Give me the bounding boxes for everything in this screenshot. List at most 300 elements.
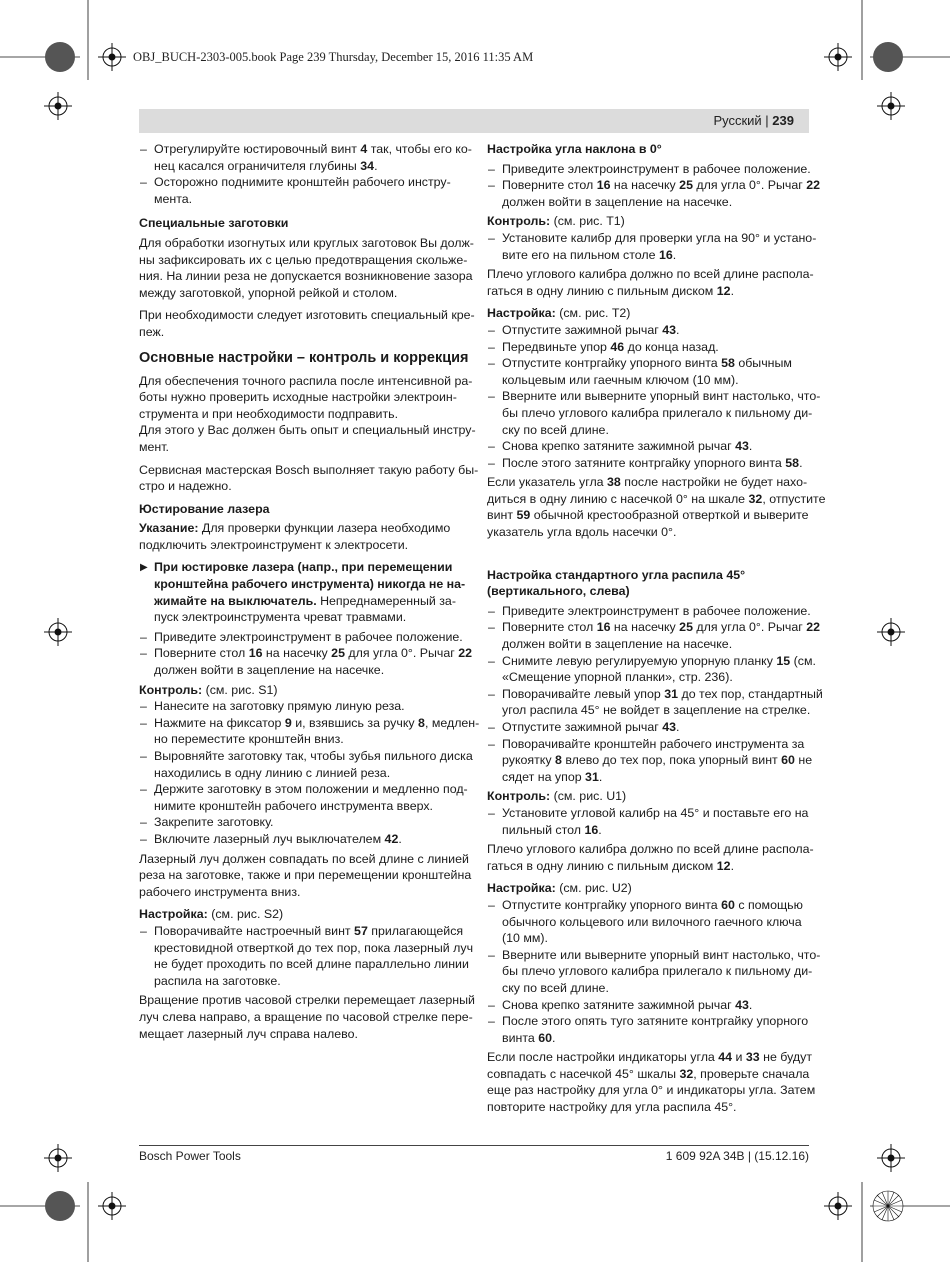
text-line (502, 322, 810, 339)
text-line (139, 349, 469, 368)
bold-text: 25 (679, 178, 693, 193)
text-line (154, 940, 474, 957)
text-line (502, 388, 821, 405)
text-line (154, 956, 469, 973)
bold-text: 43 (662, 720, 677, 734)
bold-text: 25 (331, 646, 345, 661)
text-line (154, 576, 464, 593)
starburst-icon (873, 1191, 903, 1221)
text-line (139, 439, 464, 456)
bold-text: 16 (584, 822, 599, 837)
list-item (487, 388, 821, 438)
text-run: обычным (734, 356, 792, 371)
text-line (487, 1049, 810, 1066)
text-line (487, 507, 810, 524)
text-run: . (398, 831, 402, 846)
text-run: угол распила 45° не войдет в зацепление на стрелке. (502, 703, 811, 718)
text-line (487, 567, 810, 584)
text-run: . (730, 283, 735, 298)
text-run: (см. рис. U1) (550, 789, 627, 804)
text-run: гаться в одну линию с пильным диском (487, 858, 717, 873)
text-run: Выровняйте заготовку так, чтобы зубья пильного диска (154, 749, 473, 763)
list-item (139, 645, 473, 678)
text-run: Закрепите заготовку. (154, 815, 274, 830)
text-line (487, 880, 810, 897)
text-run: для угла 0°. Рычаг (692, 178, 807, 193)
dash-bullet-icon: – (488, 736, 495, 751)
text-line (139, 462, 479, 479)
text-run: Передвиньте упор (502, 339, 611, 354)
text-run: . (730, 858, 735, 873)
text-line (502, 980, 810, 997)
text-line (139, 906, 464, 923)
dash-bullet-icon: – (140, 782, 147, 797)
text-run: на насечку (610, 620, 680, 635)
list-item (139, 923, 474, 989)
text-line (139, 992, 475, 1009)
bold-text: 16 (248, 646, 263, 661)
text-line (487, 491, 826, 508)
text-line (487, 788, 810, 805)
text-line (502, 719, 810, 736)
bold-text: 59 (516, 508, 531, 523)
text-run: Приведите электроинструмент в рабочее положение. (502, 603, 811, 618)
label-paragraph (487, 880, 810, 897)
label-paragraph (487, 788, 810, 805)
text-line (502, 438, 810, 455)
bold-text: 22 (806, 178, 821, 193)
text-run: Лазерный луч должен совпадать по всей длине с линией (139, 851, 469, 866)
text-run: луч слева направо, а вращение по часовой стрелке пере- (139, 1009, 473, 1024)
text-line (487, 583, 810, 600)
text-run: (см. рис. S1) (202, 682, 278, 697)
text-run: пеж. (139, 324, 165, 339)
bold-text: Указание: (139, 521, 199, 536)
bold-text: 32 (679, 1066, 694, 1081)
text-line (487, 858, 810, 875)
footer-doc-number: 1 609 92A 34B | (15.12.16) (665, 1149, 809, 1163)
dash-bullet-icon: – (488, 389, 495, 404)
text-run: (вертикального, слева) (487, 584, 630, 599)
bold-text: 43 (735, 439, 749, 454)
text-run: Поворачивайте левый упор (502, 686, 665, 701)
text-line (154, 174, 464, 191)
bold-text: Настройка: (487, 306, 556, 321)
text-run: Поворачивайте кронштейн рабочего инструмента за (502, 736, 805, 751)
text-run: подключить электроинструмент к электросети. (139, 537, 409, 552)
dash-bullet-icon: – (488, 997, 495, 1012)
text-line (487, 1099, 810, 1116)
paragraph (139, 307, 475, 340)
text-run: (см. рис. T1) (550, 214, 625, 229)
bold-text: 31 (585, 769, 599, 784)
text-line (502, 805, 810, 822)
dash-bullet-icon: – (140, 629, 147, 644)
paragraph (139, 373, 476, 456)
header-language: Русский (713, 113, 762, 128)
text-line (502, 752, 813, 769)
text-run: , отпустите (762, 491, 826, 506)
list-item (139, 141, 472, 174)
bold-text: 8 (554, 753, 562, 768)
bold-text: 31 (664, 686, 679, 701)
list-item (139, 698, 464, 715)
paragraph (139, 851, 472, 901)
list-item (487, 947, 821, 997)
text-run: Для обработки изогнутых или круглых заготовок Вы долж- (139, 235, 474, 250)
text-run: . (598, 822, 602, 837)
list-item (487, 455, 810, 472)
list-item (139, 629, 464, 646)
text-run: до тех пор, стандартный (678, 686, 823, 701)
list-item (139, 748, 473, 781)
bold-text: 43 (735, 997, 749, 1012)
text-run: . (799, 455, 803, 470)
text-run: Отпустите контргайку упорного винта (502, 356, 722, 371)
paragraph (487, 474, 826, 540)
text-run: обычного кольцевого или вилочного гаечного ключа (502, 914, 802, 929)
text-run: но переместите кронштейн вниз. (154, 732, 344, 747)
text-line (139, 373, 473, 390)
paragraph (487, 1049, 816, 1115)
bold-text: 15 (776, 653, 791, 668)
text-run: Непреднамеренный за- (316, 593, 456, 608)
text-run: прилагающейся (367, 923, 464, 938)
text-line (139, 215, 464, 232)
label-paragraph (487, 305, 810, 322)
bold-text: 16 (596, 620, 611, 635)
text-run: для угла 0°. Рычаг (344, 646, 459, 661)
bold-text: 42 (384, 831, 399, 846)
bold-text: 58 (721, 356, 735, 371)
text-run: (см. рис. S2) (207, 907, 284, 922)
text-run: Держите заготовку в этом положении и медленно под- (154, 782, 468, 797)
text-run: рукоятку (502, 753, 555, 768)
text-run: мент. (139, 439, 169, 454)
text-line (139, 884, 464, 901)
arrow-bullet-icon: ▶ (140, 562, 148, 574)
text-line (154, 973, 464, 990)
text-line (139, 422, 476, 439)
text-line (502, 997, 810, 1014)
text-line (487, 213, 810, 230)
text-run: бы плечо углового калибра прилегало к пильному ди- (502, 964, 813, 979)
bold-text: 57 (354, 923, 368, 938)
text-line (502, 355, 810, 372)
bold-text: 4 (360, 142, 368, 156)
text-line (502, 619, 821, 636)
text-line (502, 702, 810, 719)
text-run: и, взявшись за ручку (291, 715, 419, 730)
bold-text: 38 (607, 475, 621, 490)
list-item (139, 781, 468, 814)
dash-bullet-icon: – (140, 815, 147, 830)
text-run: должен войти в зацепление на насечке. (502, 637, 733, 652)
text-run: После этого опять туго затяните контргайку упорного (502, 1014, 809, 1029)
chapter-heading (139, 349, 469, 368)
text-run: на насечку (262, 646, 332, 661)
text-line (154, 609, 464, 626)
text-run: влево до тех пор, пока упорный винт (561, 753, 782, 768)
text-run: указатель угла вдоль насечки 0°. (487, 525, 677, 540)
text-run: . (374, 158, 378, 173)
text-line (139, 324, 464, 341)
text-run: вите его на пильном столе (502, 247, 659, 262)
text-line (139, 285, 464, 302)
dash-bullet-icon: – (488, 439, 495, 454)
text-run: рабочего инструмента вниз. (139, 884, 301, 899)
text-line (502, 653, 816, 670)
bold-text: Контроль: (487, 214, 551, 229)
dash-bullet-icon: – (488, 653, 495, 668)
text-run: не (794, 753, 813, 768)
text-run: ны зафиксировать их с целью предотвращения скольже- (139, 252, 468, 267)
text-line (154, 781, 468, 798)
dash-bullet-icon: – (488, 1014, 495, 1029)
text-run: ску по всей длине. (502, 980, 609, 995)
bold-text: 22 (806, 620, 821, 635)
text-run: распила на заготовке. (154, 973, 281, 988)
list-item (139, 831, 464, 848)
list-item (487, 619, 821, 652)
text-run: После этого затяните контргайку упорного винта (502, 455, 786, 470)
text-line (139, 501, 464, 518)
text-run: должен войти в зацепление на насечке. (154, 663, 385, 678)
text-run: винт (487, 508, 517, 523)
text-run: бы плечо углового калибра прилегало к пильному ди- (502, 405, 813, 420)
spacer (487, 547, 810, 567)
text-line (154, 629, 464, 646)
text-run: на насечку (610, 178, 680, 193)
text-run: Плечо углового калибра должно по всей длине распола- (487, 842, 814, 857)
text-line (154, 141, 472, 158)
book-info: OBJ_BUCH-2303-005.book Page 239 Thursday, December 15, 2016 11:35 AM (133, 50, 534, 64)
text-run: Включите лазерный луч выключателем (154, 831, 385, 846)
text-run: между заготовкой, упорной рейкой и столом. (139, 285, 398, 300)
text-line (502, 930, 810, 947)
list-item (487, 438, 810, 455)
text-line (154, 731, 464, 748)
text-line (487, 1082, 816, 1099)
text-run: не будет проходить по всей длине параллельно линии (154, 957, 469, 972)
text-run: Снимите левую регулируемую упорную планку (502, 653, 777, 668)
text-line (154, 715, 480, 732)
text-run: винта (502, 1030, 539, 1045)
bold-text: Контроль: (139, 682, 203, 697)
text-run: Приведите электроинструмент в рабочее положение. (154, 629, 463, 644)
text-run: Для обеспечения точного распила после интенсивной ра- (139, 373, 473, 388)
text-line (502, 1030, 810, 1047)
text-run: совпадать с насечкой 45° шкалы (487, 1066, 680, 1081)
dash-bullet-icon: – (488, 686, 495, 701)
list-item (487, 230, 817, 263)
dash-bullet-icon: – (488, 178, 495, 193)
text-run: Вращение против часовой стрелки перемещает лазерный (139, 993, 475, 1008)
text-run: так, чтобы его ко- (367, 142, 472, 156)
text-line (154, 831, 464, 848)
bold-text: 44 (718, 1050, 733, 1065)
text-run: боты нужно проверить исходные настройки электроин- (139, 390, 457, 405)
header-text (713, 113, 794, 128)
text-line (487, 474, 810, 491)
text-run: еще раз настройку для угла 0° и индикаторы угла. Затем (487, 1083, 816, 1098)
text-line (154, 765, 464, 782)
text-run: Установите угловой калибр на 45° и поставьте его на (502, 805, 809, 820)
text-line (502, 947, 821, 964)
text-run: повторите настройку для угла распила 45°. (487, 1100, 737, 1115)
text-line (139, 268, 473, 285)
bold-text: 33 (745, 1050, 760, 1065)
warning-item (139, 559, 464, 625)
text-run: (см. рис. T2) (555, 306, 631, 321)
text-run: до конца назад. (624, 339, 719, 354)
text-run: При необходимости следует изготовить специальный кре- (139, 308, 475, 323)
text-run: пуск электроинструмента чреват травмами. (154, 610, 407, 625)
text-run: Поворачивайте настроечный винт (154, 923, 355, 938)
text-run: диться в одну линию с насечкой 0° на шкале (487, 491, 749, 506)
text-run: Снова крепко затяните зажимной рычаг (502, 439, 736, 454)
text-line (502, 769, 810, 786)
text-run: . (676, 322, 680, 337)
text-run: Поверните стол (154, 646, 249, 661)
text-run: «Смещение упорной планки», стр. 236). (502, 670, 733, 685)
bold-text: жимайте на выключатель. (154, 593, 317, 608)
dash-bullet-icon: – (140, 831, 147, 846)
text-run: Настройка угла наклона в 0° (487, 142, 662, 156)
text-run: и (732, 1050, 746, 1065)
text-run: . (598, 769, 603, 784)
text-run: струмента и при необходимости подправить. (139, 406, 399, 421)
bold-text: 60 (721, 897, 735, 912)
page-header (139, 109, 809, 133)
text-run: после настройки не будет нахо- (620, 475, 808, 490)
text-line (502, 897, 810, 914)
text-run: Основные настройки – контроль и коррекция (139, 349, 469, 366)
text-line (502, 422, 810, 439)
text-run: Отрегулируйте юстировочный винт (154, 142, 361, 156)
label-paragraph (139, 682, 464, 699)
text-run: Поверните стол (502, 620, 597, 635)
dash-bullet-icon: – (488, 339, 495, 354)
bold-text: 8 (418, 715, 425, 730)
text-run: пильный стол (502, 822, 585, 837)
text-run: Нанесите на заготовку прямую линую реза. (154, 699, 405, 714)
text-line (154, 593, 464, 610)
bold-text: Настройка: (139, 907, 208, 922)
bold-text: 43 (662, 322, 677, 337)
bold-text: 46 (610, 339, 625, 354)
text-run: мента. (154, 191, 193, 206)
text-line (154, 923, 464, 940)
text-line (502, 372, 810, 389)
text-run: Поверните стол (502, 178, 597, 193)
bold-text: Настройка: (487, 881, 556, 896)
bold-text: 22 (458, 646, 473, 661)
text-run: Вверните или выверните упорный винт настолько, что- (502, 389, 821, 404)
text-run: мещает лазерный луч справа налево. (139, 1026, 358, 1041)
dash-bullet-icon: – (140, 699, 147, 714)
text-run: Специальные заготовки (139, 216, 289, 231)
bold-text: Контроль: (487, 789, 551, 804)
list-item (487, 177, 821, 210)
bold-text: 12 (716, 283, 731, 298)
bold-text: 25 (679, 620, 693, 635)
text-run: Для этого у Вас должен быть опыт и специальный инстру- (139, 423, 476, 438)
list-item (487, 355, 810, 388)
list-item (487, 719, 810, 736)
text-line (139, 867, 472, 884)
text-run: ску по всей длине. (502, 422, 609, 437)
bold-text: 12 (716, 858, 731, 873)
text-line (502, 736, 810, 753)
dash-bullet-icon: – (140, 646, 147, 661)
text-run: Нажмите на фиксатор (154, 715, 285, 730)
label-paragraph (139, 906, 464, 923)
header-separator: | (761, 113, 773, 128)
dash-bullet-icon: – (488, 455, 495, 470)
text-run: гаться в одну линию с пильным диском (487, 283, 717, 298)
list-item (139, 715, 480, 748)
bold-text: 34 (360, 158, 375, 173)
bold-text: 16 (596, 178, 611, 193)
footer-brand: Bosch Power Tools (139, 1149, 241, 1163)
list-item (487, 339, 810, 356)
text-run: , медлен- (424, 715, 480, 730)
text-line (139, 406, 464, 423)
text-run: . (748, 997, 753, 1012)
text-run: Вверните или выверните упорный винт настолько, что- (502, 947, 821, 962)
text-line (154, 748, 473, 765)
text-line (139, 478, 464, 495)
text-run: Приведите электроинструмент в рабочее положение. (502, 161, 811, 176)
text-run: Установите калибр для проверки угла на 90° и устано- (502, 230, 817, 245)
text-line (139, 682, 464, 699)
text-run: . (672, 247, 677, 262)
dash-bullet-icon: – (488, 805, 495, 820)
list-item (487, 653, 816, 686)
dash-bullet-icon: – (488, 897, 495, 912)
right-column (487, 141, 826, 1122)
text-line (487, 141, 810, 158)
spacer (139, 207, 464, 215)
left-column (139, 141, 480, 1048)
text-run: не будут (759, 1050, 812, 1065)
text-line (154, 698, 464, 715)
text-line (139, 307, 475, 324)
bold-text: 60 (781, 753, 795, 768)
text-run: , проверьте сначала (693, 1066, 810, 1081)
text-run: . (748, 439, 753, 454)
text-run: Сервисная мастерская Bosch выполняет такую работу бы- (139, 462, 479, 477)
text-run: Отпустите зажимной рычаг (502, 322, 663, 337)
list-item (139, 814, 464, 831)
text-line (139, 252, 468, 269)
text-run: нец касался ограничителя глубины (154, 158, 361, 173)
text-run: Если после настройки индикаторы угла (487, 1050, 719, 1065)
dash-bullet-icon: – (488, 161, 495, 176)
bold-text: 32 (748, 491, 763, 506)
list-item (139, 174, 464, 207)
text-run: реза на заготовке, также и при перемещении кронштейна (139, 868, 472, 883)
list-item (487, 161, 810, 178)
bold-text: 58 (785, 455, 800, 470)
text-run: Отпустите зажимной рычаг (502, 720, 663, 734)
text-run: Для проверки функции лазера необходимо (198, 521, 451, 536)
text-line (502, 963, 813, 980)
text-line (154, 662, 464, 679)
text-line (139, 537, 464, 554)
list-item (487, 997, 810, 1014)
